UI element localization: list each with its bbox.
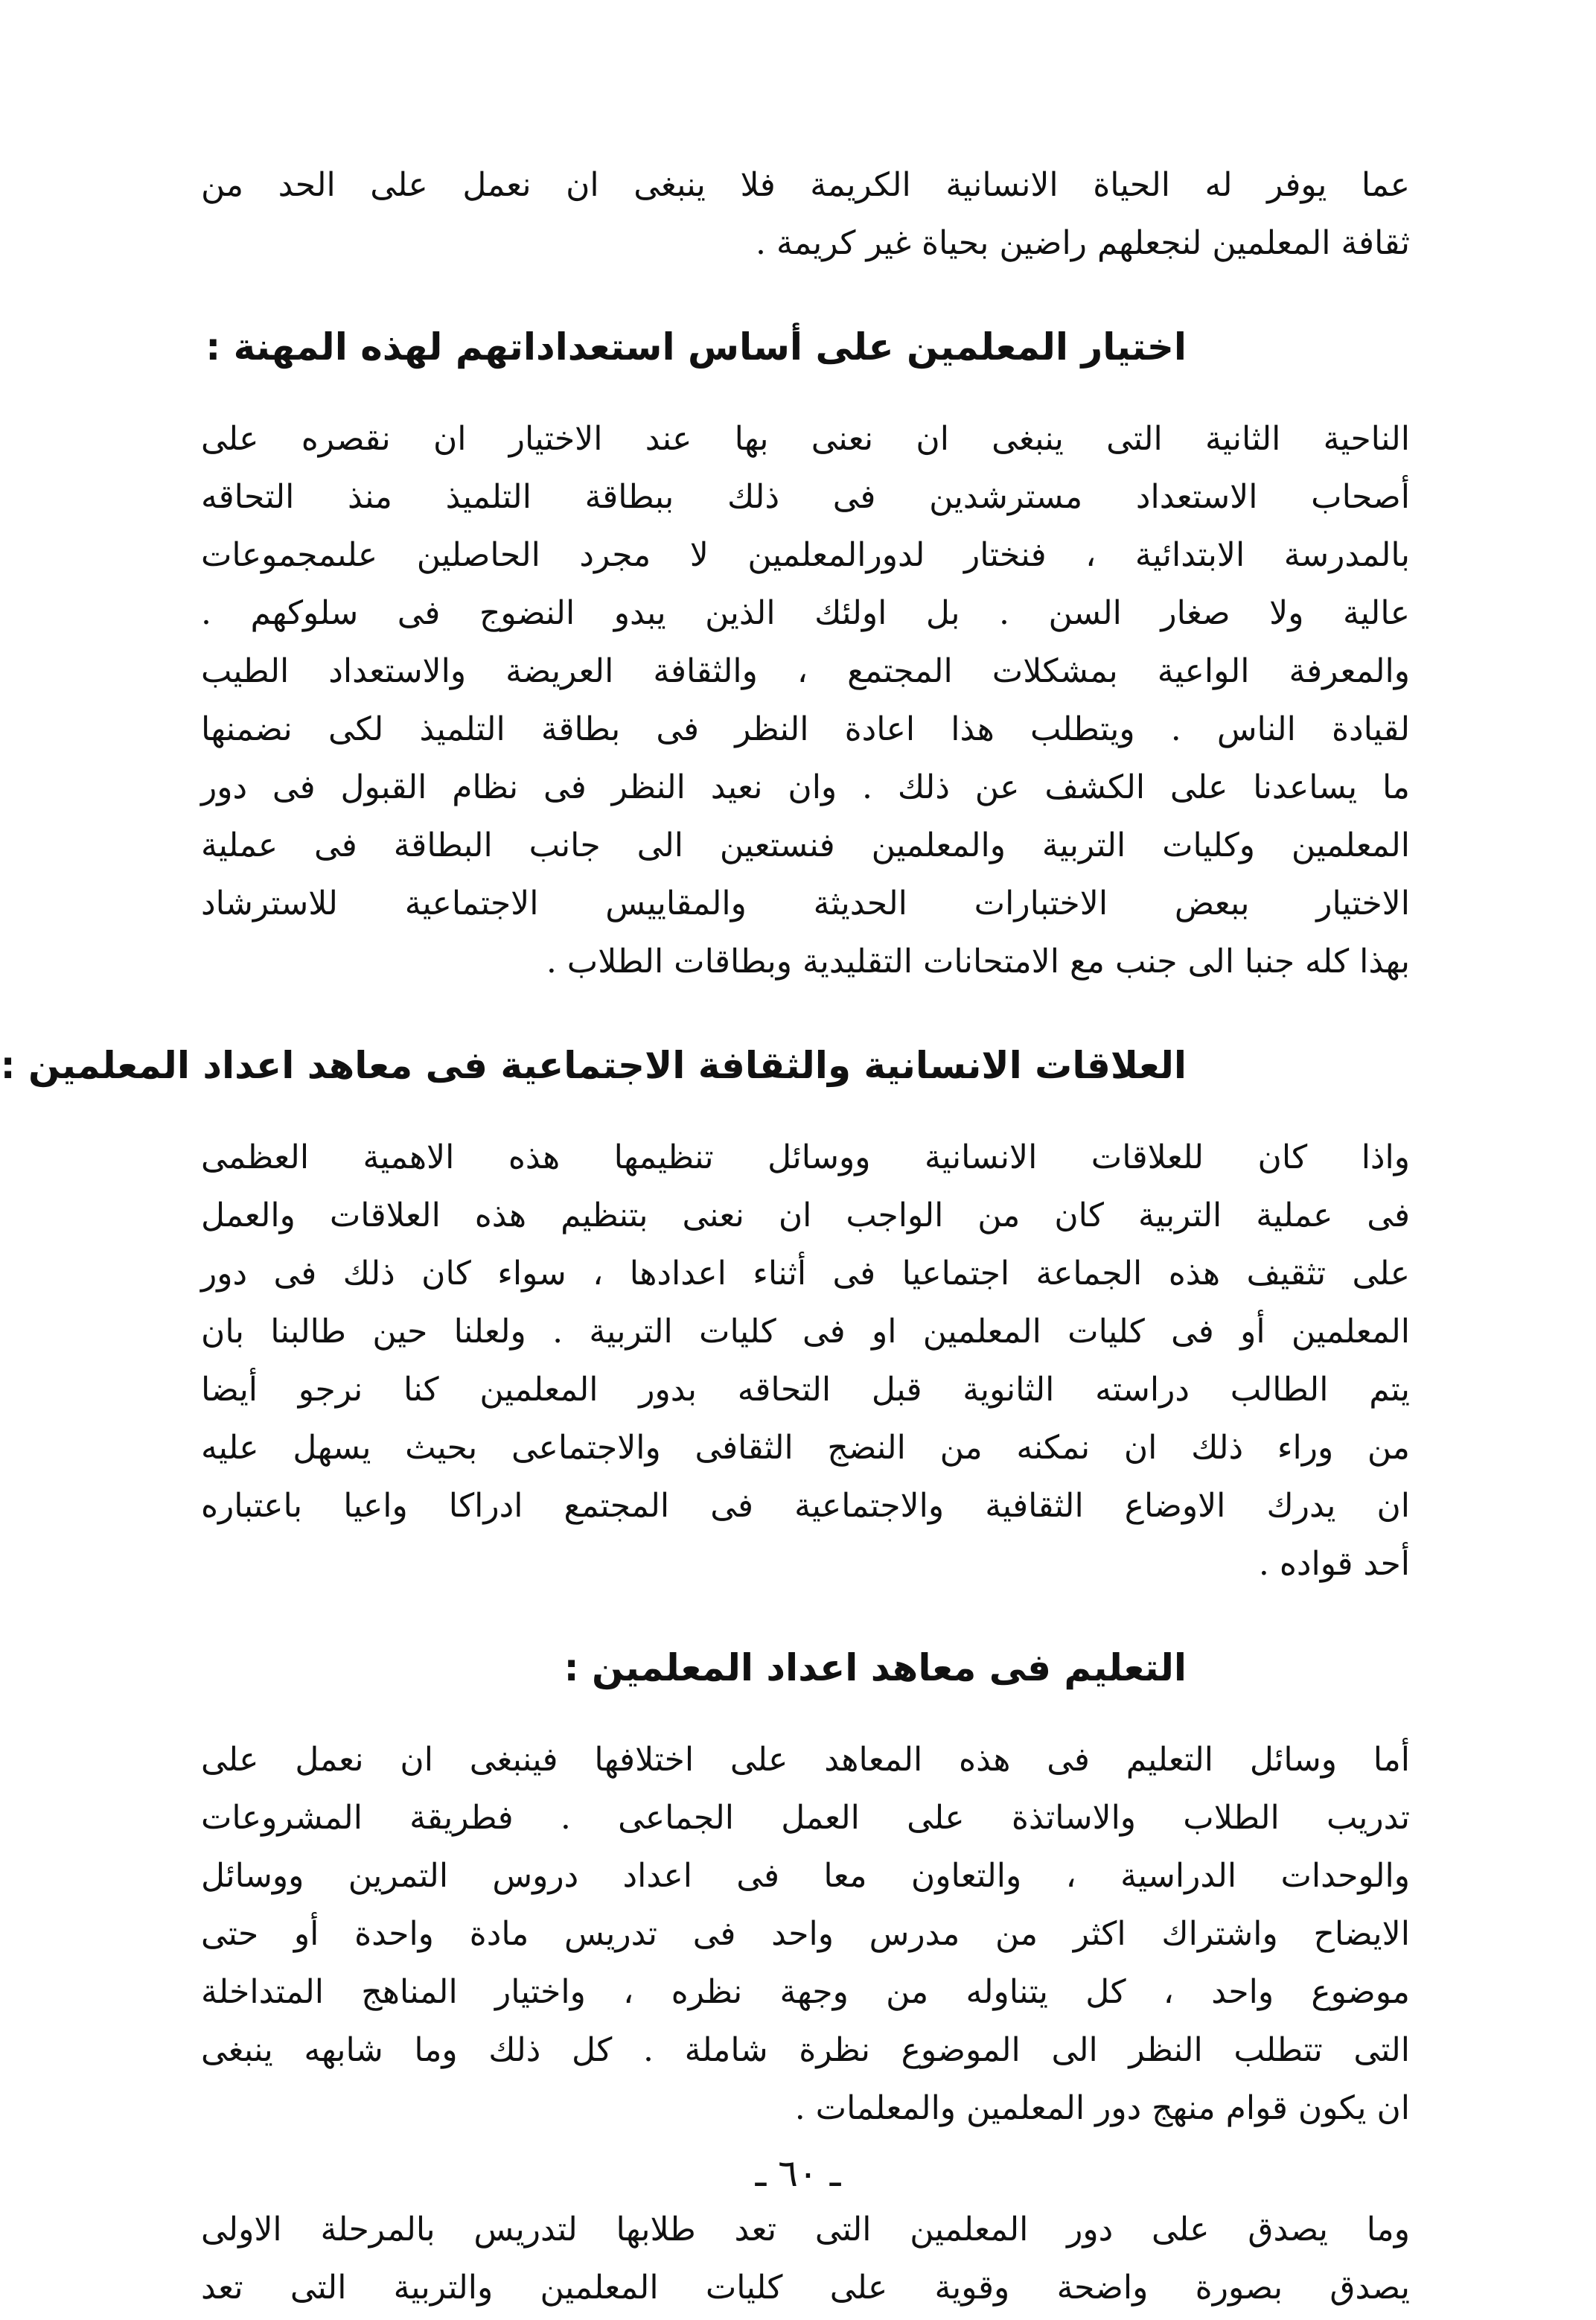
text-line: ان يكون قوام منهج دور المعلمين والمعلمات . [794, 2089, 1410, 2127]
text-line: ما يساعدنا على الكشف عن ذلك . وان نعيد النظر فى نظام القبول فى دور [201, 768, 1410, 806]
page-number: ـ ٦٠ ـ [755, 2152, 841, 2195]
text-line: عما يوفر له الحياة الانسانية الكريمة فلا ينبغى ان نعمل على الحد من [201, 166, 1410, 204]
closing-paragraph [201, 2201, 1410, 2317]
text-line: فى عملية التربية كان من الواجب ان نعنى بتنظيم هذه العلاقات والعمل [201, 1196, 1410, 1234]
text-line: من وراء ذلك ان نمكنه من النضج الثقافى والاجتماعى بحيث يسهل عليه [201, 1429, 1410, 1467]
text-line: التى تتطلب النظر الى الموضوع نظرة شاملة . كل ذلك وما شابهه ينبغى [201, 2031, 1410, 2069]
text-line: أحد قواده . [1258, 1545, 1410, 1583]
text-line: يصدق بصورة واضحة وقوية على كليات المعلمين والتربية التى تعد [201, 2269, 1410, 2307]
paragraph-teaching-methods [201, 1731, 1410, 2138]
text-line: والوحدات الدراسية ، والتعاون معا فى اعداد دروس التمرين ووسائل [201, 1857, 1410, 1895]
text-line: وما يصدق على دور المعلمين التى تعد طلابها لتدريس بالمرحلة الاولى [201, 2211, 1410, 2249]
text-line: المعلمين وكليات التربية والمعلمين فنستعين الى جانب البطاقة فى عملية [201, 826, 1410, 864]
text-line: والمعرفة الواعية بمشكلات المجتمع ، والثقافة العريضة والاستعداد الطيب [201, 652, 1410, 690]
text-line: لقيادة الناس . ويتطلب هذا اعادة النظر فى بطاقة التلميذ لكى نضمنها [201, 710, 1410, 748]
intro-paragraph [201, 156, 1410, 273]
section-heading-teaching-methods: التعليم فى معاهد اعداد المعلمين : [564, 1646, 1187, 1689]
text-line: أما وسائل التعليم فى هذه المعاهد على اختلافها فينبغى ان نعمل على [201, 1741, 1410, 1779]
text-line: تدريب الطلاب والاساتذة على العمل الجماعى . فطريقة المشروعات [201, 1799, 1410, 1837]
text-line: بهذا كله جنبا الى جنب مع الامتحانات التقليدية وبطاقات الطلاب . [546, 943, 1410, 981]
text-line: أصحاب الاستعداد مسترشدين فى ذلك ببطاقة التلميذ منذ التحاقه [201, 478, 1410, 516]
section-heading-teacher-selection: اختيار المعلمين على أساس استعداداتهم لهذه المهنة : [205, 325, 1187, 369]
text-line: ثقافة المعلمين لنجعلهم راضين بحياة غير كريمة . [756, 224, 1410, 262]
text-line: بالمدرسة الابتدائية ، فنختار لدورالمعلمين لا مجرد الحاصلين علىمجموعات [201, 536, 1410, 574]
text-line: يتم الطالب دراسته الثانوية قبل التحاقه بدور المعلمين كنا نرجو أيضا [201, 1371, 1410, 1409]
text-line: على تثقيف هذه الجماعة اجتماعيا فى أثناء اعدادها ، سواء كان ذلك فى دور [201, 1255, 1410, 1293]
text-line: الاختيار ببعض الاختبارات الحديثة والمقاييس الاجتماعية للاسترشاد [201, 885, 1410, 922]
section-heading-human-relations: العلاقات الانسانية والثقافة الاجتماعية فى معاهد اعداد المعلمين : [0, 1044, 1187, 1087]
text-line: المعلمين أو فى كليات المعلمين او فى كليات التربية . ولعلنا حين طالبنا بان [201, 1313, 1410, 1351]
text-line: الايضاح واشتراك اكثر من مدرس واحد فى تدريس مادة واحدة أو حتى [201, 1915, 1410, 1953]
paragraph-human-relations [201, 1129, 1410, 1593]
text-line: واذا كان للعلاقات الانسانية ووسائل تنظيمها هذه الاهمية العظمى [201, 1138, 1410, 1176]
text-line: الناحية الثانية التى ينبغى ان نعنى بها عند الاختيار ان نقصره على [201, 420, 1410, 458]
text-line: موضوع واحد ، كل يتناوله من وجهة نظره ، واختيار المناهج المتداخلة [201, 1973, 1410, 2011]
text-line: ان يدرك الاوضاع الثقافية والاجتماعية فى المجتمع ادراكا واعيا باعتباره [201, 1487, 1410, 1525]
text-line: عالية ولا صغار السن . بل اولئك الذين يبدو النضوج فى سلوكهم . [201, 594, 1410, 632]
paragraph-teacher-selection [201, 410, 1410, 991]
